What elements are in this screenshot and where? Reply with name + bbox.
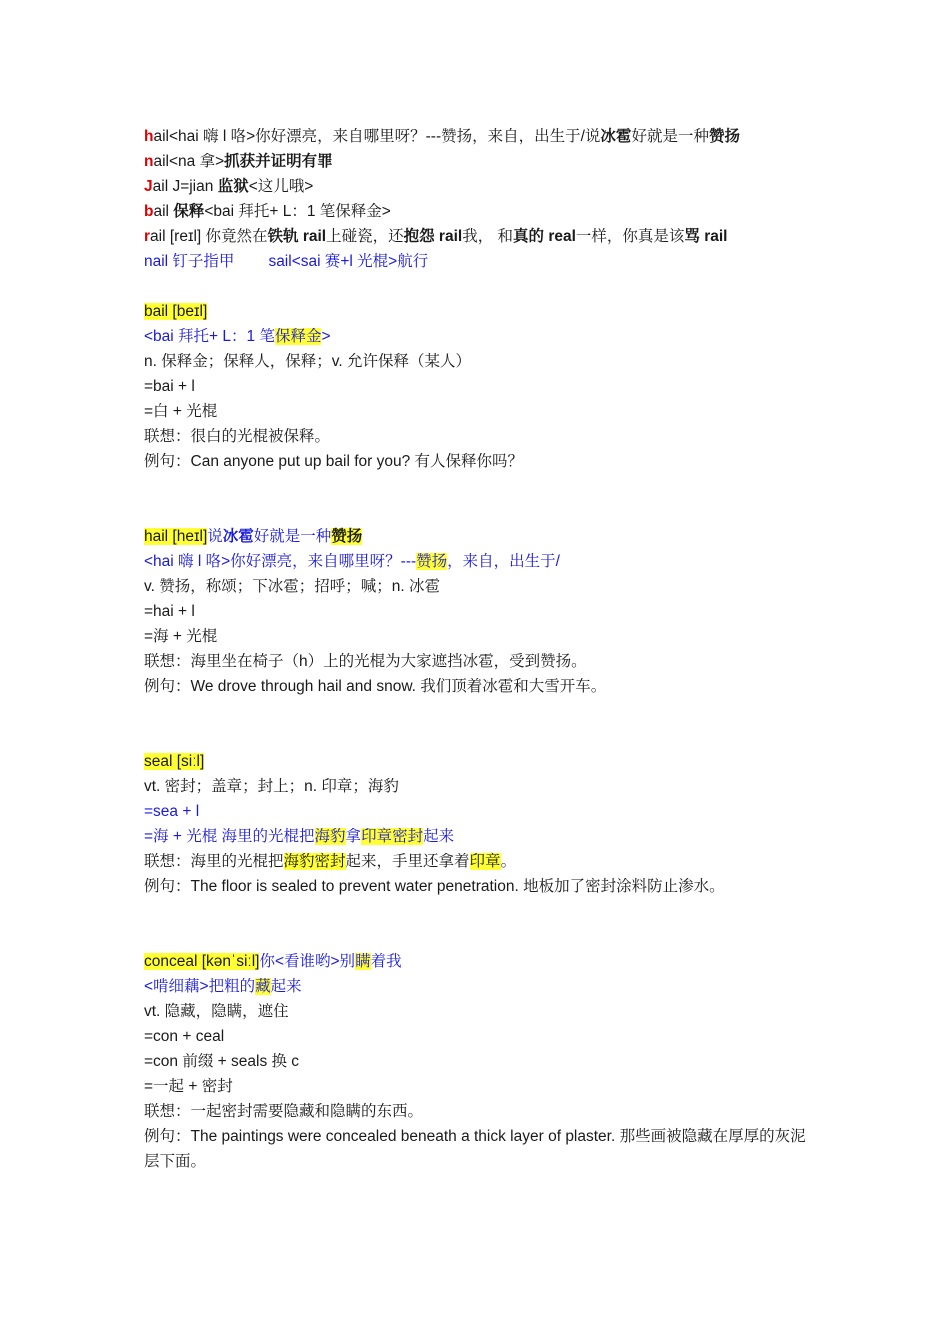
- highlight-text: 海豹密封: [283, 853, 346, 870]
- intro-line-hail: [144, 124, 814, 149]
- text: <bai 拜托+ L：1 笔: [144, 328, 275, 345]
- bold-text: 保释: [173, 203, 205, 220]
- entry-conceal-association: 联想：一起密封需要隐藏和隐瞒的东西。: [144, 1103, 424, 1120]
- text: 联想：海里的光棍把: [144, 853, 284, 870]
- entry-seal-headword: [144, 749, 814, 774]
- entry-conceal-mnemonic: [144, 974, 814, 999]
- highlight-text: 印章密封: [361, 828, 424, 845]
- intro-line-nail: [144, 149, 814, 174]
- intro-line-bail: [144, 199, 814, 224]
- entry-hail-headword: [144, 524, 814, 549]
- text: 说: [207, 528, 223, 545]
- highlight-text: 赞扬: [416, 553, 448, 570]
- initial-letter: b: [144, 203, 154, 220]
- text: 。: [500, 853, 517, 870]
- entry-bail-association: 联想：很白的光棍被保释。: [144, 428, 331, 445]
- text: <这儿哦>: [248, 178, 314, 195]
- text: ail: [153, 203, 174, 220]
- bold-text: 铁轨 rail: [267, 228, 327, 245]
- bold-text: 抱怨 rail: [403, 228, 463, 245]
- text: ail [reɪl] 你竟然在: [150, 228, 268, 245]
- text: ，来自，出生于/: [447, 553, 560, 570]
- headword: bail [beɪl]: [144, 303, 208, 320]
- entry-hail-association: 联想：海里坐在椅子（h）上的光棍为大家遮挡冰雹，受到赞扬。: [144, 653, 587, 670]
- text: =海 + 光棍 海里的光棍把: [144, 828, 315, 845]
- text: 一样，你真是该: [575, 228, 685, 245]
- entry-seal-formula-mnemonic: [144, 824, 814, 849]
- bold-text: 冰雹: [600, 128, 632, 145]
- text: 拿: [345, 828, 362, 845]
- entry-bail-example: 例句：Can anyone put up bail for you? 有人保释你吗？: [144, 453, 524, 470]
- intro-line-nail-sail: [144, 249, 814, 274]
- bold-text: 赞扬: [708, 128, 740, 145]
- headword: seal [siːl]: [144, 753, 205, 770]
- bold-text: 骂 rail: [684, 228, 728, 245]
- highlight-text: 印章: [469, 853, 501, 870]
- bold-text: 真的 real: [513, 228, 576, 245]
- text: 上碰瓷，还: [326, 228, 404, 245]
- text: ail<hai 嗨 l 咯>你好漂亮，来自哪里呀？---赞扬，来自，出生于/说: [153, 128, 601, 145]
- text: 好就是一种: [253, 528, 332, 545]
- entry-conceal-formula: =con 前缀 + seals 换 c: [144, 1053, 300, 1070]
- highlight-text: 海豹: [314, 828, 346, 845]
- entry-bail-formula: =bai + l: [144, 378, 195, 395]
- entry-bail-mnemonic: [144, 324, 814, 349]
- text: 起来: [270, 978, 302, 995]
- highlight-text: 赞扬: [331, 528, 363, 545]
- text: nail 钉子指甲: [144, 253, 235, 270]
- entry-seal-definition: vt. 密封；盖章；封上；n. 印章；海豹: [144, 778, 399, 795]
- initial-letter: r: [144, 228, 151, 245]
- entry-seal-example: 例句：The floor is sealed to prevent water penetration. 地板加了密封涂料防止渗水。: [144, 878, 725, 895]
- entry-hail-formula: =海 + 光棍: [144, 628, 218, 645]
- entry-conceal-headword: [144, 949, 814, 974]
- text: ail<na 拿>: [153, 153, 225, 170]
- intro-line-rail: [144, 224, 814, 249]
- entry-seal-formula: =sea + l: [144, 803, 200, 820]
- text: 起来，手里还拿着: [345, 853, 470, 870]
- entry-bail-definition: n. 保释金；保释人，保释；v. 允许保释（某人）: [144, 353, 471, 370]
- text: 起来: [423, 828, 455, 845]
- entry-conceal-definition: vt. 隐藏，隐瞒，遮住: [144, 1003, 289, 1020]
- initial-letter: n: [144, 153, 154, 170]
- intro-line-jail: [144, 174, 814, 199]
- highlight-text: 藏: [255, 978, 271, 995]
- entry-hail-example: 例句：We drove through hail and snow. 我们顶着冰雹和大雪开车。: [144, 678, 607, 695]
- headword: conceal [kənˈsiːl]: [144, 953, 260, 970]
- bold-text: 抓获并证明有罪: [224, 153, 333, 170]
- text: <hai 嗨 l 咯>你好漂亮，来自哪里呀？---: [144, 553, 417, 570]
- entry-hail-formula: =hai + l: [144, 603, 195, 620]
- text: sail<sai 赛+l 光棍>航行: [268, 253, 429, 270]
- text: 你<看谁哟>别: [259, 953, 356, 970]
- entry-seal-association: [144, 849, 814, 874]
- highlight-text: 瞒: [355, 953, 371, 970]
- text: 我， 和: [462, 228, 514, 245]
- entry-hail-mnemonic: [144, 549, 814, 574]
- entry-conceal-example: 例句：The paintings were concealed beneath a thick layer of plaster. 那些画被隐藏在厚厚的灰泥层下面。: [144, 1128, 806, 1170]
- highlight-text: 保释金: [274, 328, 322, 345]
- entry-conceal-formula: =一起 + 密封: [144, 1078, 233, 1095]
- entry-conceal-formula: =con + ceal: [144, 1028, 225, 1045]
- document-content: [144, 124, 814, 1174]
- entry-hail-definition: v. 赞扬，称颂；下冰雹；招呼；喊；n. 冰雹: [144, 578, 440, 595]
- text: <啃细藕>把粗的: [144, 978, 256, 995]
- initial-letter: h: [144, 128, 154, 145]
- text: ail J=jian: [152, 178, 218, 195]
- text: 好就是一种: [631, 128, 709, 145]
- bold-text: 监狱: [217, 178, 249, 195]
- text: 着我: [370, 953, 402, 970]
- bold-text: 冰雹: [222, 528, 254, 545]
- initial-letter: J: [144, 178, 153, 195]
- text: <bai 拜托+ L：1 笔保释金>: [204, 203, 391, 220]
- entry-bail-formula: =白 + 光棍: [144, 403, 218, 420]
- headword: hail [heɪl]: [144, 528, 208, 545]
- entry-bail-headword: [144, 299, 814, 324]
- text: >: [321, 328, 331, 345]
